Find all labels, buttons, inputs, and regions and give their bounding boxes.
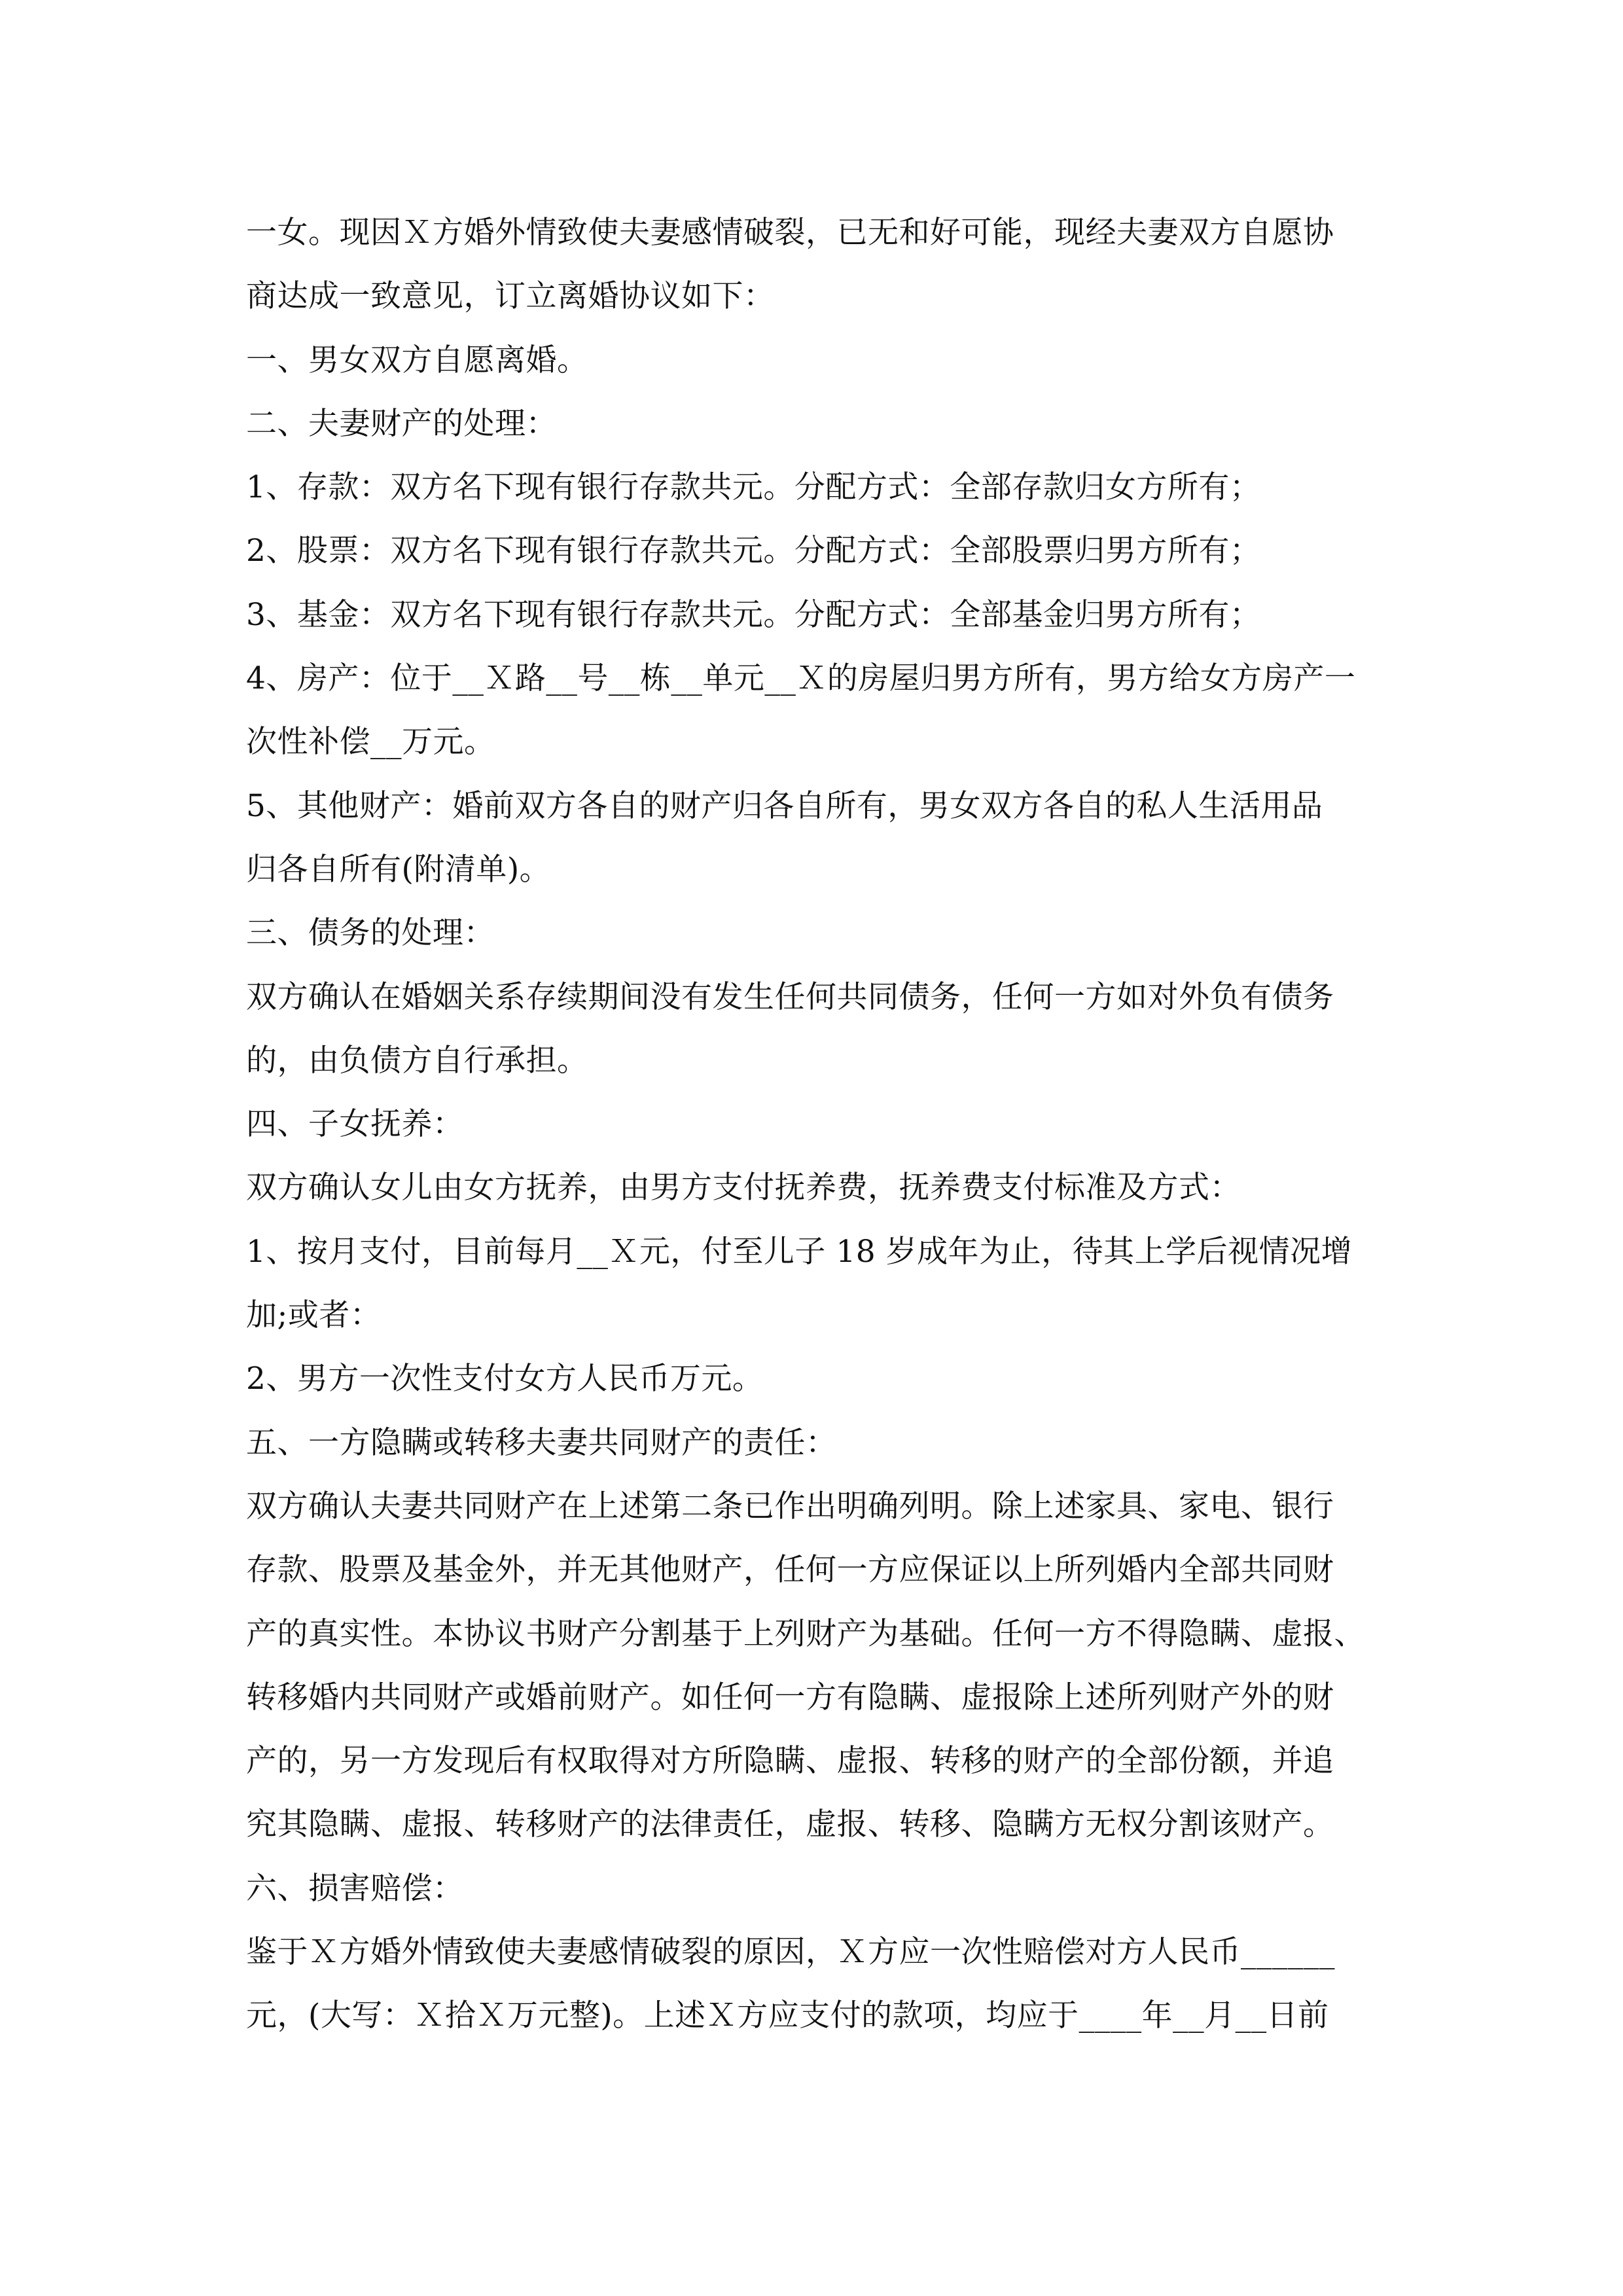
text-line: 产的，另一方发现后有权取得对方所隐瞒、虚报、转移的财产的全部份额，并追	[246, 1743, 1334, 1780]
text-line: 究其隐瞒、虚报、转移财产的法律责任，虚报、转移、隐瞒方无权分割该财产。	[246, 1806, 1334, 1843]
text-line: 次性补偿__万元。	[246, 724, 495, 761]
section-heading: 五、一方隐瞒或转移夫妻共同财产的责任：	[246, 1424, 837, 1461]
list-item: 1、存款：双方名下现有银行存款共元。分配方式：全部存款归女方所有；	[246, 469, 1261, 506]
list-item: 2、男方一次性支付女方人民币万元。	[246, 1361, 764, 1397]
text-line: 的，由负债方自行承担。	[246, 1042, 588, 1079]
text-line: 一女。现因Ｘ方婚外情致使夫妻感情破裂，已无和好可能，现经夫妻双方自愿协	[246, 215, 1334, 251]
list-item: 4、房产：位于__Ｘ路__号__栋__单元__Ｘ的房屋归男方所有，男方给女方房产一	[246, 660, 1356, 697]
text-line: 存款、股票及基金外，并无其他财产，任何一方应保证以上所列婚内全部共同财	[246, 1552, 1334, 1588]
agreement-body	[246, 201, 1378, 2048]
text-line: 双方确认在婚姻关系存续期间没有发生任何共同债务，任何一方如对外负有债务	[246, 978, 1334, 1015]
text-line: 归各自所有(附清单)。	[246, 851, 551, 888]
list-item: 5、其他财产：婚前双方各自的财产归各自所有，男女双方各自的私人生活用品	[246, 787, 1323, 824]
list-item: 2、股票：双方名下现有银行存款共元。分配方式：全部股票归男方所有；	[246, 533, 1261, 569]
text-line: 双方确认夫妻共同财产在上述第二条已作出明确列明。除上述家具、家电、银行	[246, 1488, 1334, 1524]
section-heading: 四、子女抚养：	[246, 1106, 464, 1143]
list-item: 1、按月支付，目前每月__Ｘ元，付至儿子 18 岁成年为止，待其上学后视情况增	[246, 1233, 1353, 1270]
text-line: 元，(大写：Ｘ拾Ｘ万元整)。上述Ｘ方应支付的款项，均应于____年__月__日前	[246, 1998, 1329, 2034]
section-heading: 二、夫妻财产的处理：	[246, 405, 557, 442]
section-heading: 六、损害赔偿：	[246, 1870, 464, 1907]
text-line: 转移婚内共同财产或婚前财产。如任何一方有隐瞒、虚报除上述所列财产外的财	[246, 1679, 1334, 1715]
text-line: 商达成一致意见，订立离婚协议如下：	[246, 278, 775, 315]
text-line: 鉴于Ｘ方婚外情致使夫妻感情破裂的原因，Ｘ方应一次性赔偿对方人民币______	[246, 1934, 1335, 1971]
section-heading: 三、债务的处理：	[246, 915, 495, 952]
section-heading: 一、男女双方自愿离婚。	[246, 342, 588, 378]
text-line: 产的真实性。本协议书财产分割基于上列财产为基础。任何一方不得隐瞒、虚报、	[246, 1615, 1365, 1652]
list-item: 3、基金：双方名下现有银行存款共元。分配方式：全部基金归男方所有；	[246, 596, 1261, 633]
text-line: 加;或者：	[246, 1297, 382, 1334]
text-line: 双方确认女儿由女方抚养，由男方支付抚养费，抚养费支付标准及方式：	[246, 1170, 1241, 1206]
